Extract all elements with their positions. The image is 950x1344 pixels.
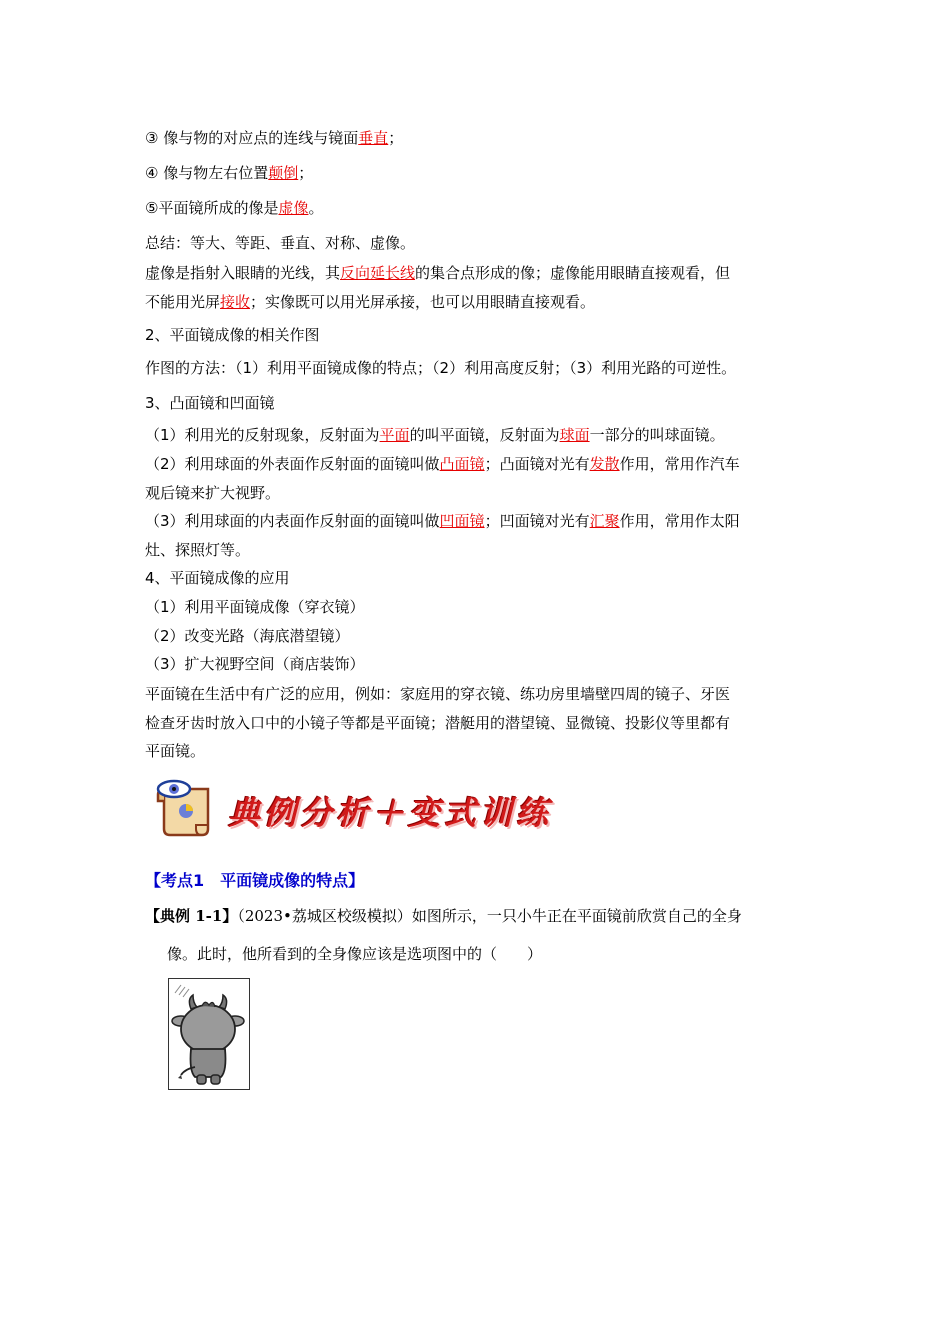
section-3-para-2: （2）利用球面的外表面作反射面的面镜叫做凸面镜；凸面镜对光有发散作用，常用作汽车 — [145, 455, 740, 473]
section-3-para-1: （1）利用光的反射现象，反射面为平面的叫平面镜，反射面为球面一部分的叫球面镜。 — [145, 426, 725, 444]
section-3-para-3-cont: 灶、探照灯等。 — [145, 541, 251, 559]
mirror-figure — [168, 978, 250, 1090]
section-3-para-2-cont: 观后镜来扩大视野。 — [145, 484, 281, 502]
example-line-1: 【典例 1-1】（2023•荔城区校级模拟）如图所示，一只小牛正在平面镜前欣赏自己的全身 — [145, 907, 742, 925]
answer-blank: 平面 — [379, 426, 410, 444]
drawing-method: 作图的方法：（1）利用平面镜成像的特点；（2）利用高度反射；（3）利用光路的可逆性。 — [145, 359, 737, 377]
answer-blank: 凸面镜 — [439, 455, 485, 473]
virtual-image-line-2: 不能用光屏接收；实像既可以用光屏承接，也可以用眼睛直接观看。 — [145, 293, 596, 311]
list-item-5: ⑤平面镜所成的像是虚像。 — [145, 199, 324, 217]
answer-blank: 颠倒 — [268, 164, 299, 182]
answer-blank: 凹面镜 — [439, 512, 485, 530]
list-item-4: ④ 像与物左右位置颠倒； — [145, 164, 314, 182]
answer-blank: 球面 — [559, 426, 590, 444]
kaodian-heading: 【考点1 平面镜成像的特点】 — [145, 871, 365, 890]
application-para-line: 检查牙齿时放入口中的小镜子等都是平面镜；潜艇用的潜望镜、显微镜、投影仪等里都有 — [145, 714, 731, 732]
example-line-2: 像。此时，他所看到的全身像应该是选项图中的（ ） — [167, 945, 543, 963]
calf-illustration — [169, 979, 248, 1088]
banner-title: 典例分析＋变式训练 — [228, 794, 553, 832]
list-item-3: ③ 像与物的对应点的连线与镜面垂直； — [145, 129, 404, 147]
answer-blank: 发散 — [589, 455, 620, 473]
application-item: （3）扩大视野空间（商店装饰） — [145, 655, 365, 673]
application-item: （1）利用平面镜成像（穿衣镜） — [145, 598, 365, 616]
summary: 总结：等大、等距、垂直、对称、虚像。 — [145, 234, 416, 252]
section-4-title: 4、平面镜成像的应用 — [145, 569, 290, 587]
application-para-line: 平面镜。 — [145, 742, 206, 760]
answer-blank: 反向延长线 — [340, 264, 416, 282]
answer-blank: 汇聚 — [589, 512, 620, 530]
section-3-para-3: （3）利用球面的内表面作反射面的面镜叫做凹面镜；凹面镜对光有汇聚作用，常用作太阳 — [145, 512, 740, 530]
virtual-image-line-1: 虚像是指射入眼睛的光线，其反向延长线的集合点形成的像；虚像能用眼睛直接观看，但 — [145, 264, 731, 282]
section-2-title: 2、平面镜成像的相关作图 — [145, 326, 320, 344]
scroll-eye-icon — [150, 775, 222, 837]
answer-blank: 垂直 — [358, 129, 389, 147]
example-label: 【典例 1-1】 — [145, 907, 238, 925]
section-3-title: 3、凸面镜和凹面镜 — [145, 394, 275, 412]
answer-blank: 接收 — [220, 293, 251, 311]
application-para-line: 平面镜在生活中有广泛的应用，例如：家庭用的穿衣镜、练功房里墙壁四周的镜子、牙医 — [145, 685, 731, 703]
application-item: （2）改变光路（海底潜望镜） — [145, 627, 350, 645]
answer-blank: 虚像 — [278, 199, 309, 217]
